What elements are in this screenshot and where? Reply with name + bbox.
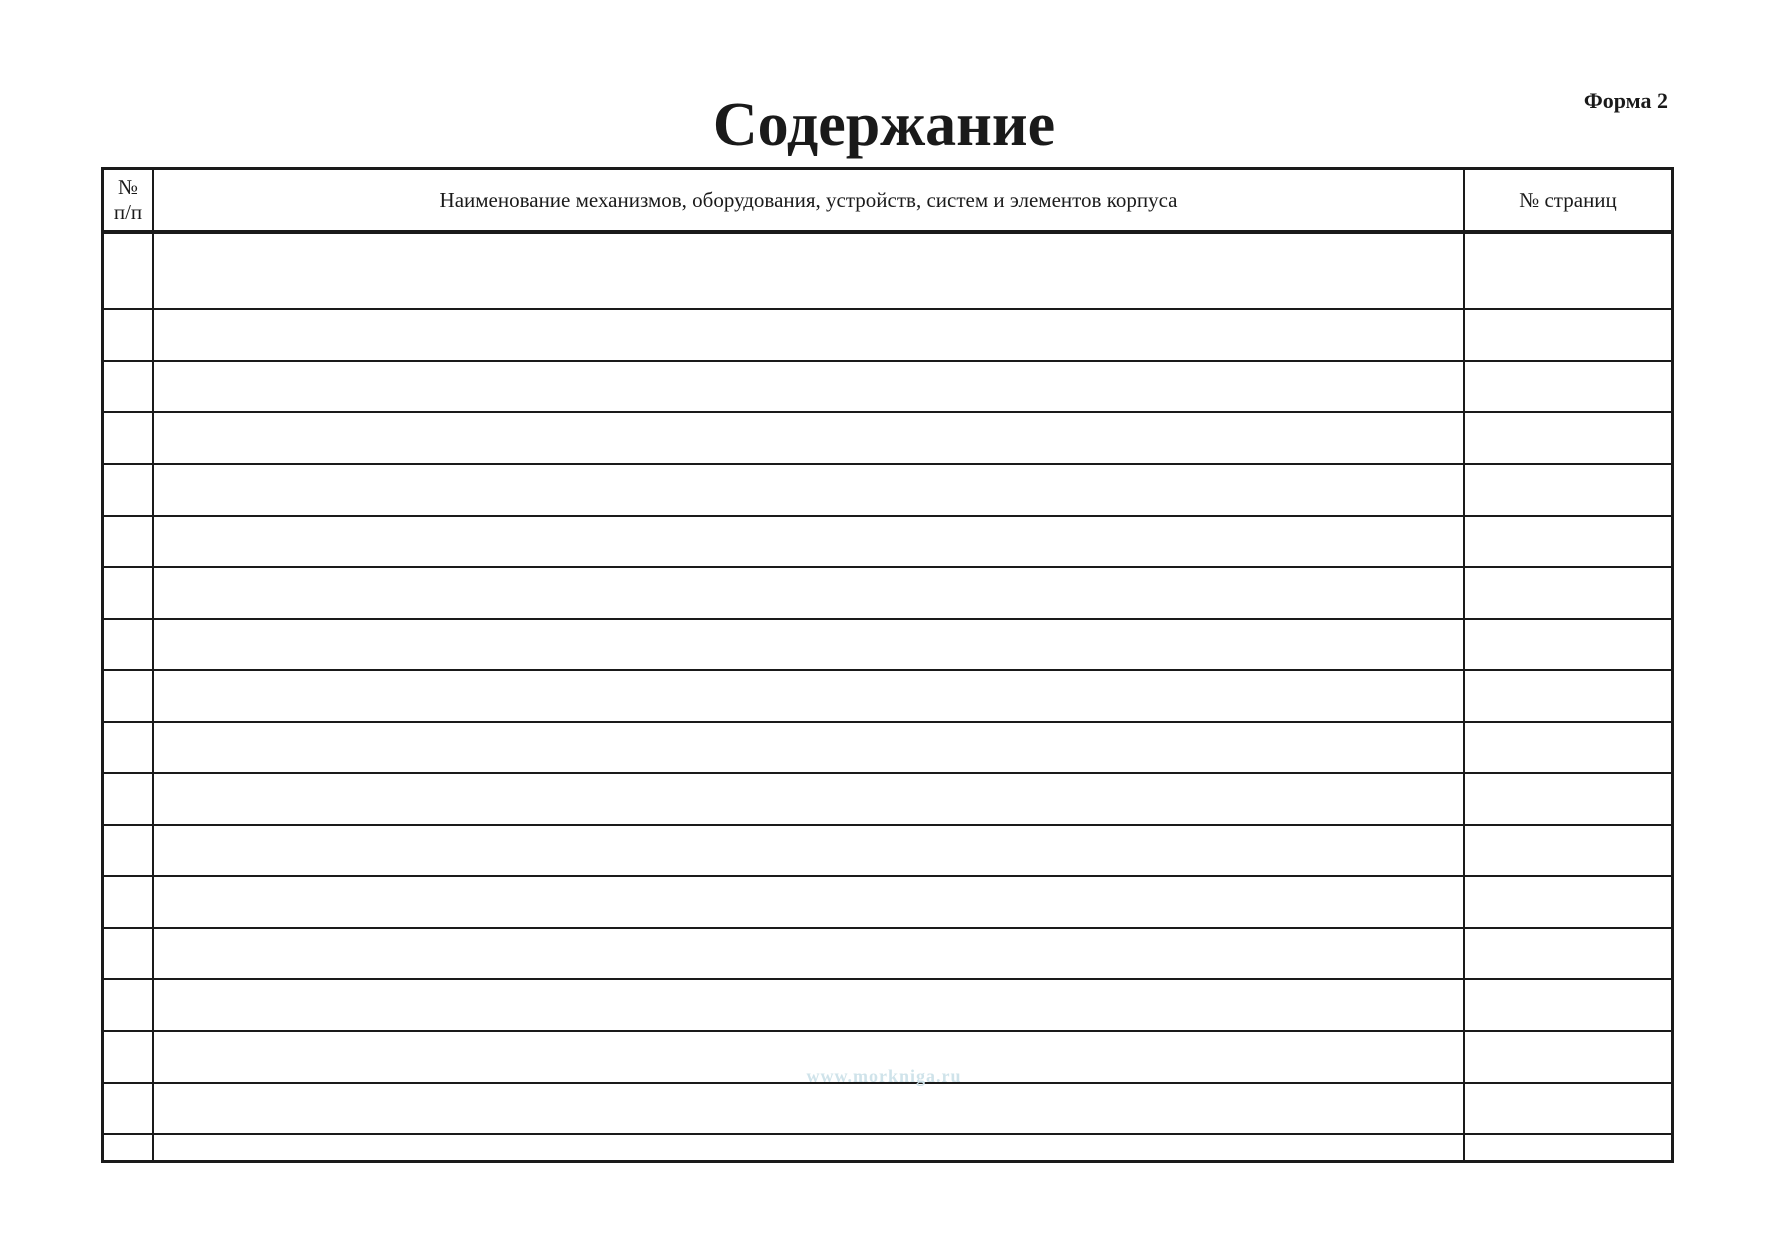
- cell-name[interactable]: [153, 825, 1464, 877]
- cell-name[interactable]: [153, 670, 1464, 722]
- table-row: [104, 567, 1671, 619]
- cell-number[interactable]: [104, 928, 153, 980]
- table-row: [104, 722, 1671, 774]
- table-row: [104, 876, 1671, 928]
- cell-number[interactable]: [104, 722, 153, 774]
- table-row: [104, 825, 1671, 877]
- cell-name[interactable]: [153, 928, 1464, 980]
- cell-pages[interactable]: [1464, 773, 1671, 825]
- cell-number[interactable]: [104, 825, 153, 877]
- cell-pages[interactable]: [1464, 670, 1671, 722]
- table-row: [104, 464, 1671, 516]
- column-header-pages: № страниц: [1464, 170, 1671, 232]
- cell-name[interactable]: [153, 876, 1464, 928]
- cell-number[interactable]: [104, 1134, 153, 1160]
- cell-name[interactable]: [153, 567, 1464, 619]
- watermark: www.morkniga.ru: [806, 1066, 962, 1086]
- table-row: [104, 773, 1671, 825]
- column-header-name: Наименование механизмов, оборудования, устройств, систем и элементов корпуса: [153, 170, 1464, 232]
- cell-number[interactable]: [104, 773, 153, 825]
- cell-number[interactable]: [104, 516, 153, 568]
- cell-number[interactable]: [104, 464, 153, 516]
- cell-name[interactable]: [153, 516, 1464, 568]
- cell-pages[interactable]: [1464, 928, 1671, 980]
- cell-pages[interactable]: [1464, 825, 1671, 877]
- cell-number[interactable]: [104, 619, 153, 671]
- table-row: [104, 232, 1671, 309]
- table-row: [104, 361, 1671, 413]
- table-row: [104, 516, 1671, 568]
- table-header-row: [104, 170, 1671, 232]
- cell-pages[interactable]: [1464, 722, 1671, 774]
- cell-pages[interactable]: [1464, 464, 1671, 516]
- column-header-number-symbol: №: [117, 175, 139, 199]
- cell-pages[interactable]: [1464, 979, 1671, 1031]
- cell-name[interactable]: [153, 361, 1464, 413]
- contents-table: [104, 170, 1671, 1160]
- cell-name[interactable]: [153, 309, 1464, 361]
- cell-number[interactable]: [104, 232, 153, 309]
- cell-name[interactable]: [153, 979, 1464, 1031]
- cell-name[interactable]: [153, 1083, 1464, 1135]
- table-row: [104, 619, 1671, 671]
- page-title: Содержание: [712, 91, 1056, 159]
- cell-pages[interactable]: [1464, 412, 1671, 464]
- cell-name[interactable]: [153, 722, 1464, 774]
- cell-pages[interactable]: [1464, 1083, 1671, 1135]
- cell-number[interactable]: [104, 309, 153, 361]
- cell-name[interactable]: [153, 1134, 1464, 1160]
- cell-name[interactable]: [153, 412, 1464, 464]
- cell-number[interactable]: [104, 567, 153, 619]
- table-row: [104, 670, 1671, 722]
- form-number-label: Форма 2: [1583, 88, 1668, 113]
- cell-pages[interactable]: [1464, 309, 1671, 361]
- table-row: [104, 412, 1671, 464]
- cell-pages[interactable]: [1464, 516, 1671, 568]
- cell-pages[interactable]: [1464, 361, 1671, 413]
- cell-name[interactable]: [153, 619, 1464, 671]
- cell-number[interactable]: [104, 876, 153, 928]
- cell-pages[interactable]: [1464, 567, 1671, 619]
- table-row: [104, 309, 1671, 361]
- cell-number[interactable]: [104, 670, 153, 722]
- cell-pages[interactable]: [1464, 876, 1671, 928]
- table-row: [104, 928, 1671, 980]
- cell-name[interactable]: [153, 773, 1464, 825]
- cell-pages[interactable]: [1464, 619, 1671, 671]
- cell-name[interactable]: [153, 232, 1464, 309]
- cell-number[interactable]: [104, 361, 153, 413]
- cell-number[interactable]: [104, 412, 153, 464]
- cell-pages[interactable]: [1464, 1134, 1671, 1160]
- table-body: [104, 232, 1671, 1160]
- cell-pages[interactable]: [1464, 232, 1671, 309]
- cell-name[interactable]: [153, 464, 1464, 516]
- cell-number[interactable]: [104, 979, 153, 1031]
- cell-number[interactable]: [104, 1083, 153, 1135]
- column-header-number: [104, 170, 153, 232]
- column-header-number-abbr: п/п: [113, 200, 143, 224]
- table-row: [104, 1083, 1671, 1135]
- table-row: [104, 1134, 1671, 1160]
- contents-table-frame: [101, 167, 1674, 1163]
- table-row: [104, 979, 1671, 1031]
